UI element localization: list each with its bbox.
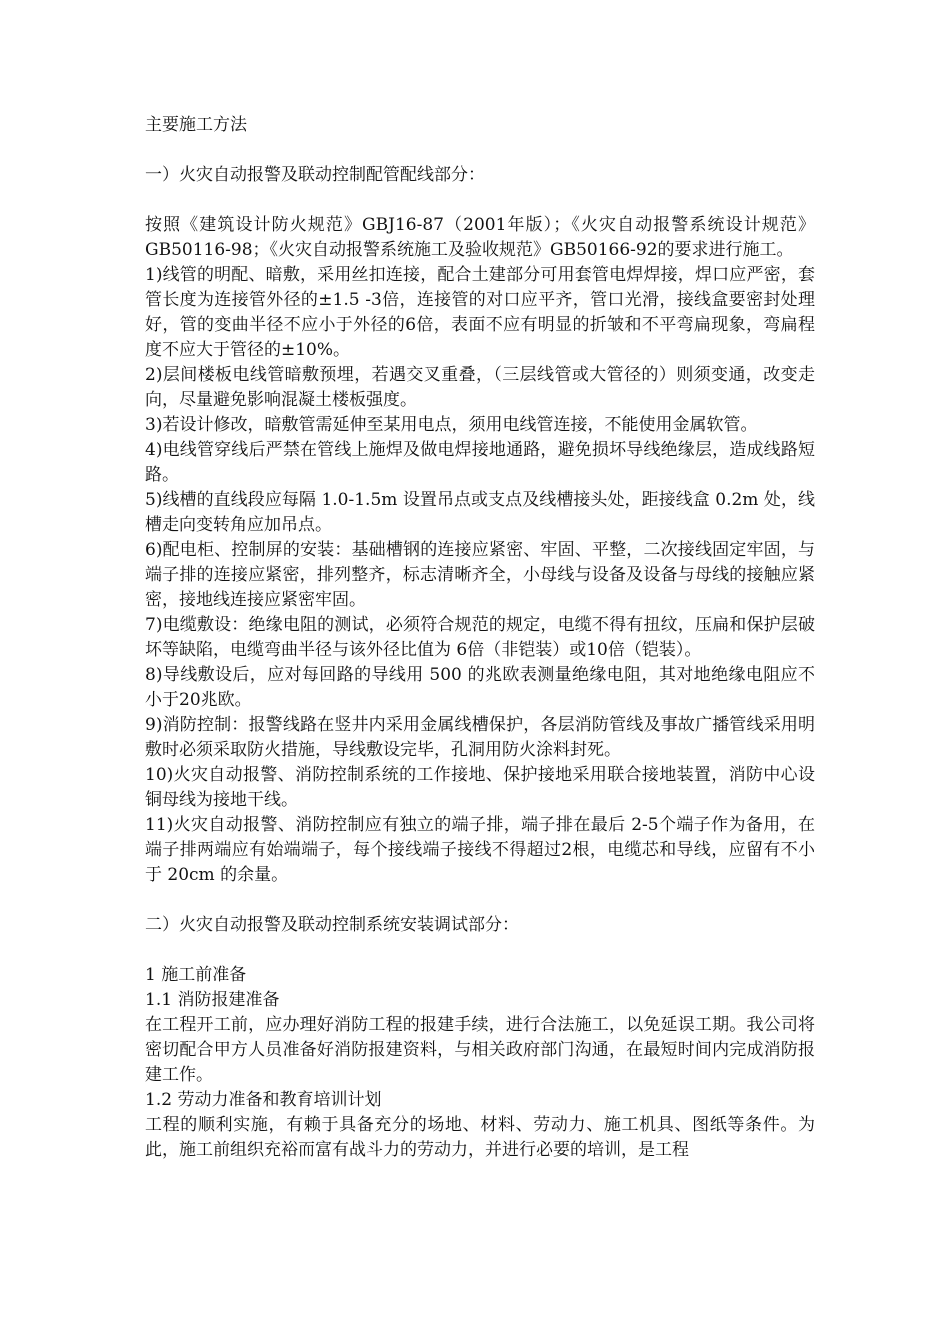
subheading-fire-registration: 1.1 消防报建准备 <box>145 990 280 1010</box>
section1-item: 5)线槽的直线段应每隔 1.0-1.5m 设置吊点或支点及线槽接头处，距接线盒 0.2m 处，线槽走向变转角应加吊点。 <box>145 490 815 535</box>
blank-line <box>145 938 815 963</box>
section1-item: 1)线管的明配、暗敷，采用丝扣连接，配合土建部分可用套管电焊焊接，焊口应严密，套管长度为连接管外径的±1.5 -3倍，连接管的对口应平齐，管口光滑，接线盒要密封处理好，管的变曲半径不应小于外径的6倍，表面不应有明显的折皱和不平弯扁现象，弯扁程度不应大于管径的±10%。 <box>145 265 815 360</box>
subheading-prep: 1 施工前准备 <box>145 965 247 985</box>
section1-item: 10)火灾自动报警、消防控制系统的工作接地、保护接地采用联合接地装置，消防中心设铜母线为接地干线。 <box>145 765 815 810</box>
paragraph-labor-training: 工程的顺利实施，有赖于具备充分的场地、材料、劳动力、施工机具、图纸等条件。为此，施工前组织充裕而富有战斗力的劳动力，并进行必要的培训，是工程 <box>145 1115 815 1160</box>
document-body <box>145 113 815 1163</box>
section1-item: 4)电线管穿线后严禁在管线上施焊及做电焊接地通路，避免损坏导线绝缘层，造成线路短路。 <box>145 440 815 485</box>
section1-intro: 按照《建筑设计防火规范》GBJ16-87（2001年版）；《火灾自动报警系统设计规范》GB50116-98；《火灾自动报警系统施工及验收规范》GB50166-92的要求进行施工。 <box>145 215 815 260</box>
section1-item: 7)电缆敷设：绝缘电阻的测试，必须符合规范的规定，电缆不得有扭纹，压扁和保护层破坏等缺陷，电缆弯曲半径与该外径比值为 6倍（非铠装）或10倍（铠装）。 <box>145 615 815 660</box>
section1-item: 3)若设计修改，暗敷管需延伸至某用电点，须用电线管连接，不能使用金属软管。 <box>145 415 758 435</box>
document-title: 主要施工方法 <box>145 115 247 135</box>
section1-item: 9)消防控制：报警线路在竖井内采用金属线槽保护，各层消防管线及事故广播管线采用明敷时必须采取防火措施，导线敷设完毕，孔洞用防火涂料封死。 <box>145 715 815 760</box>
section1-item: 11)火灾自动报警、消防控制应有独立的端子排，端子排在最后 2-5个端子作为备用，在端子排两端应有始端端子，每个接线端子接线不得超过2根，电缆芯和导线，应留有不小于 20cm 的余量。 <box>145 815 815 885</box>
blank-line <box>145 138 815 163</box>
blank-line <box>145 188 815 213</box>
section1-item: 6)配电柜、控制屏的安装：基础槽钢的连接应紧密、牢固、平整，二次接线固定牢固，与端子排的连接应紧密，排列整齐，标志清晰齐全，小母线与设备及设备与母线的接触应紧密，接地线连接应紧密牢固。 <box>145 540 815 610</box>
paragraph-fire-registration: 在工程开工前，应办理好消防工程的报建手续，进行合法施工，以免延误工期。我公司将密切配合甲方人员准备好消防报建资料，与相关政府部门沟通，在最短时间内完成消防报建工作。 <box>145 1015 815 1085</box>
section1-item: 8)导线敷设后，应对每回路的导线用 500 的兆欧表测量绝缘电阻，其对地绝缘电阻应不小于20兆欧。 <box>145 665 815 710</box>
section2-heading: 二）火灾自动报警及联动控制系统安装调试部分： <box>145 915 519 935</box>
section1-item: 2)层间楼板电线管暗敷预埋，若遇交叉重叠，（三层线管或大管径的）则须变通，改变走向，尽量避免影响混凝土楼板强度。 <box>145 365 815 410</box>
blank-line <box>145 888 815 913</box>
subheading-labor-training: 1.2 劳动力准备和教育培训计划 <box>145 1090 382 1110</box>
section1-heading: 一）火灾自动报警及联动控制配管配线部分： <box>145 165 485 185</box>
